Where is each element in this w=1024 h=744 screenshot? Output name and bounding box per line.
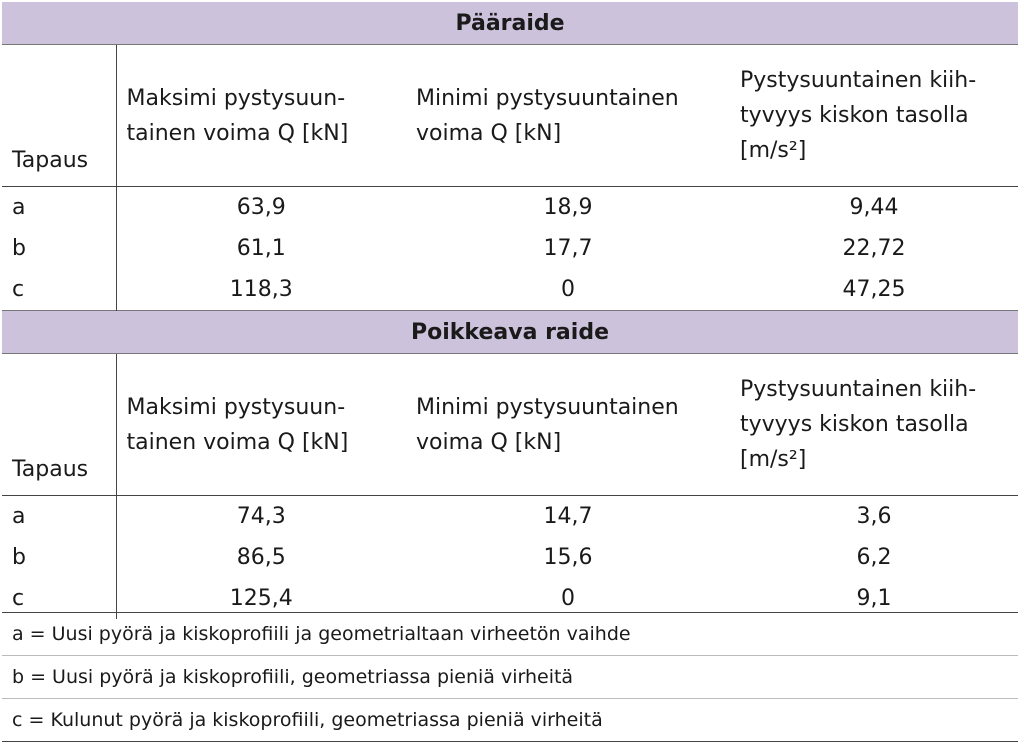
case-cell: b <box>2 228 116 269</box>
legend-item-c: c = Kulunut pyörä ja kiskoprofiili, geometriassa pieniä virheitä <box>2 698 1018 741</box>
section-header-diverging-track <box>2 311 1018 354</box>
header-line: tainen voima Q [kN] <box>126 429 349 455</box>
header-line: tainen voima Q [kN] <box>126 120 349 146</box>
table-row <box>2 496 1018 538</box>
column-header-row <box>2 45 1018 187</box>
min-force-column-header <box>406 45 730 187</box>
case-column-header: Tapaus <box>2 45 116 187</box>
min-force-cell: 15,6 <box>543 545 593 570</box>
header-line: tyvyys kiskon tasolla <box>740 103 969 128</box>
section-title: Poikkeava raide <box>2 311 1018 354</box>
legend-item-b: b = Uusi pyörä ja kiskoprofiili, geometriassa pieniä virheitä <box>2 655 1018 698</box>
case-cell: a <box>2 187 116 229</box>
header-line: voima Q [kN] <box>416 429 562 455</box>
acceleration-cell: 9,1 <box>856 586 892 611</box>
max-force-column-header <box>116 45 406 187</box>
header-line: Maksimi pystysuun- <box>126 85 346 111</box>
header-line: [m/s²] <box>740 447 807 472</box>
acceleration-cell: 3,6 <box>856 504 892 529</box>
table-row <box>2 187 1018 229</box>
section-header-main-track <box>2 2 1018 45</box>
case-cell: c <box>2 269 116 311</box>
case-column-header: Tapaus <box>2 354 116 496</box>
max-force-cell: 61,1 <box>236 236 286 261</box>
min-force-cell: 18,9 <box>543 195 593 220</box>
min-force-cell: 14,7 <box>543 504 593 529</box>
header-line: Pystysuuntainen kiih- <box>740 377 977 402</box>
table-row <box>2 269 1018 311</box>
legend-item-a: a = Uusi pyörä ja kiskoprofiili ja geometrialtaan virheetön vaihde <box>12 623 631 645</box>
max-force-column-header <box>116 354 406 496</box>
header-line: [m/s²] <box>740 138 807 163</box>
table-row <box>2 228 1018 269</box>
header-line: Minimi pystysuuntainen <box>416 394 679 420</box>
header-line: tyvyys kiskon tasolla <box>740 412 969 437</box>
min-force-cell: 0 <box>561 277 575 302</box>
max-force-cell: 86,5 <box>236 545 286 570</box>
acceleration-column-header <box>730 45 1018 187</box>
case-cell: c <box>2 578 116 619</box>
min-force-cell: 0 <box>561 586 575 611</box>
header-line: Maksimi pystysuun- <box>126 394 346 420</box>
case-cell: b <box>2 537 116 578</box>
acceleration-cell: 9,44 <box>849 195 899 220</box>
max-force-cell: 74,3 <box>236 504 286 529</box>
legend <box>2 612 1018 742</box>
header-line: voima Q [kN] <box>416 120 562 146</box>
acceleration-cell: 6,2 <box>856 545 892 570</box>
acceleration-cell: 47,25 <box>842 277 906 302</box>
max-force-cell: 118,3 <box>229 277 293 302</box>
max-force-cell: 125,4 <box>229 586 293 611</box>
section-title: Pääraide <box>2 2 1018 45</box>
column-header-row <box>2 354 1018 496</box>
min-force-column-header <box>406 354 730 496</box>
max-force-cell: 63,9 <box>236 195 286 220</box>
header-line: Pystysuuntainen kiih- <box>740 68 977 93</box>
min-force-cell: 17,7 <box>543 236 593 261</box>
force-table <box>2 2 1018 619</box>
case-cell: a <box>2 496 116 538</box>
acceleration-column-header <box>730 354 1018 496</box>
table-row <box>2 537 1018 578</box>
acceleration-cell: 22,72 <box>842 236 906 261</box>
header-line: Minimi pystysuuntainen <box>416 85 679 111</box>
